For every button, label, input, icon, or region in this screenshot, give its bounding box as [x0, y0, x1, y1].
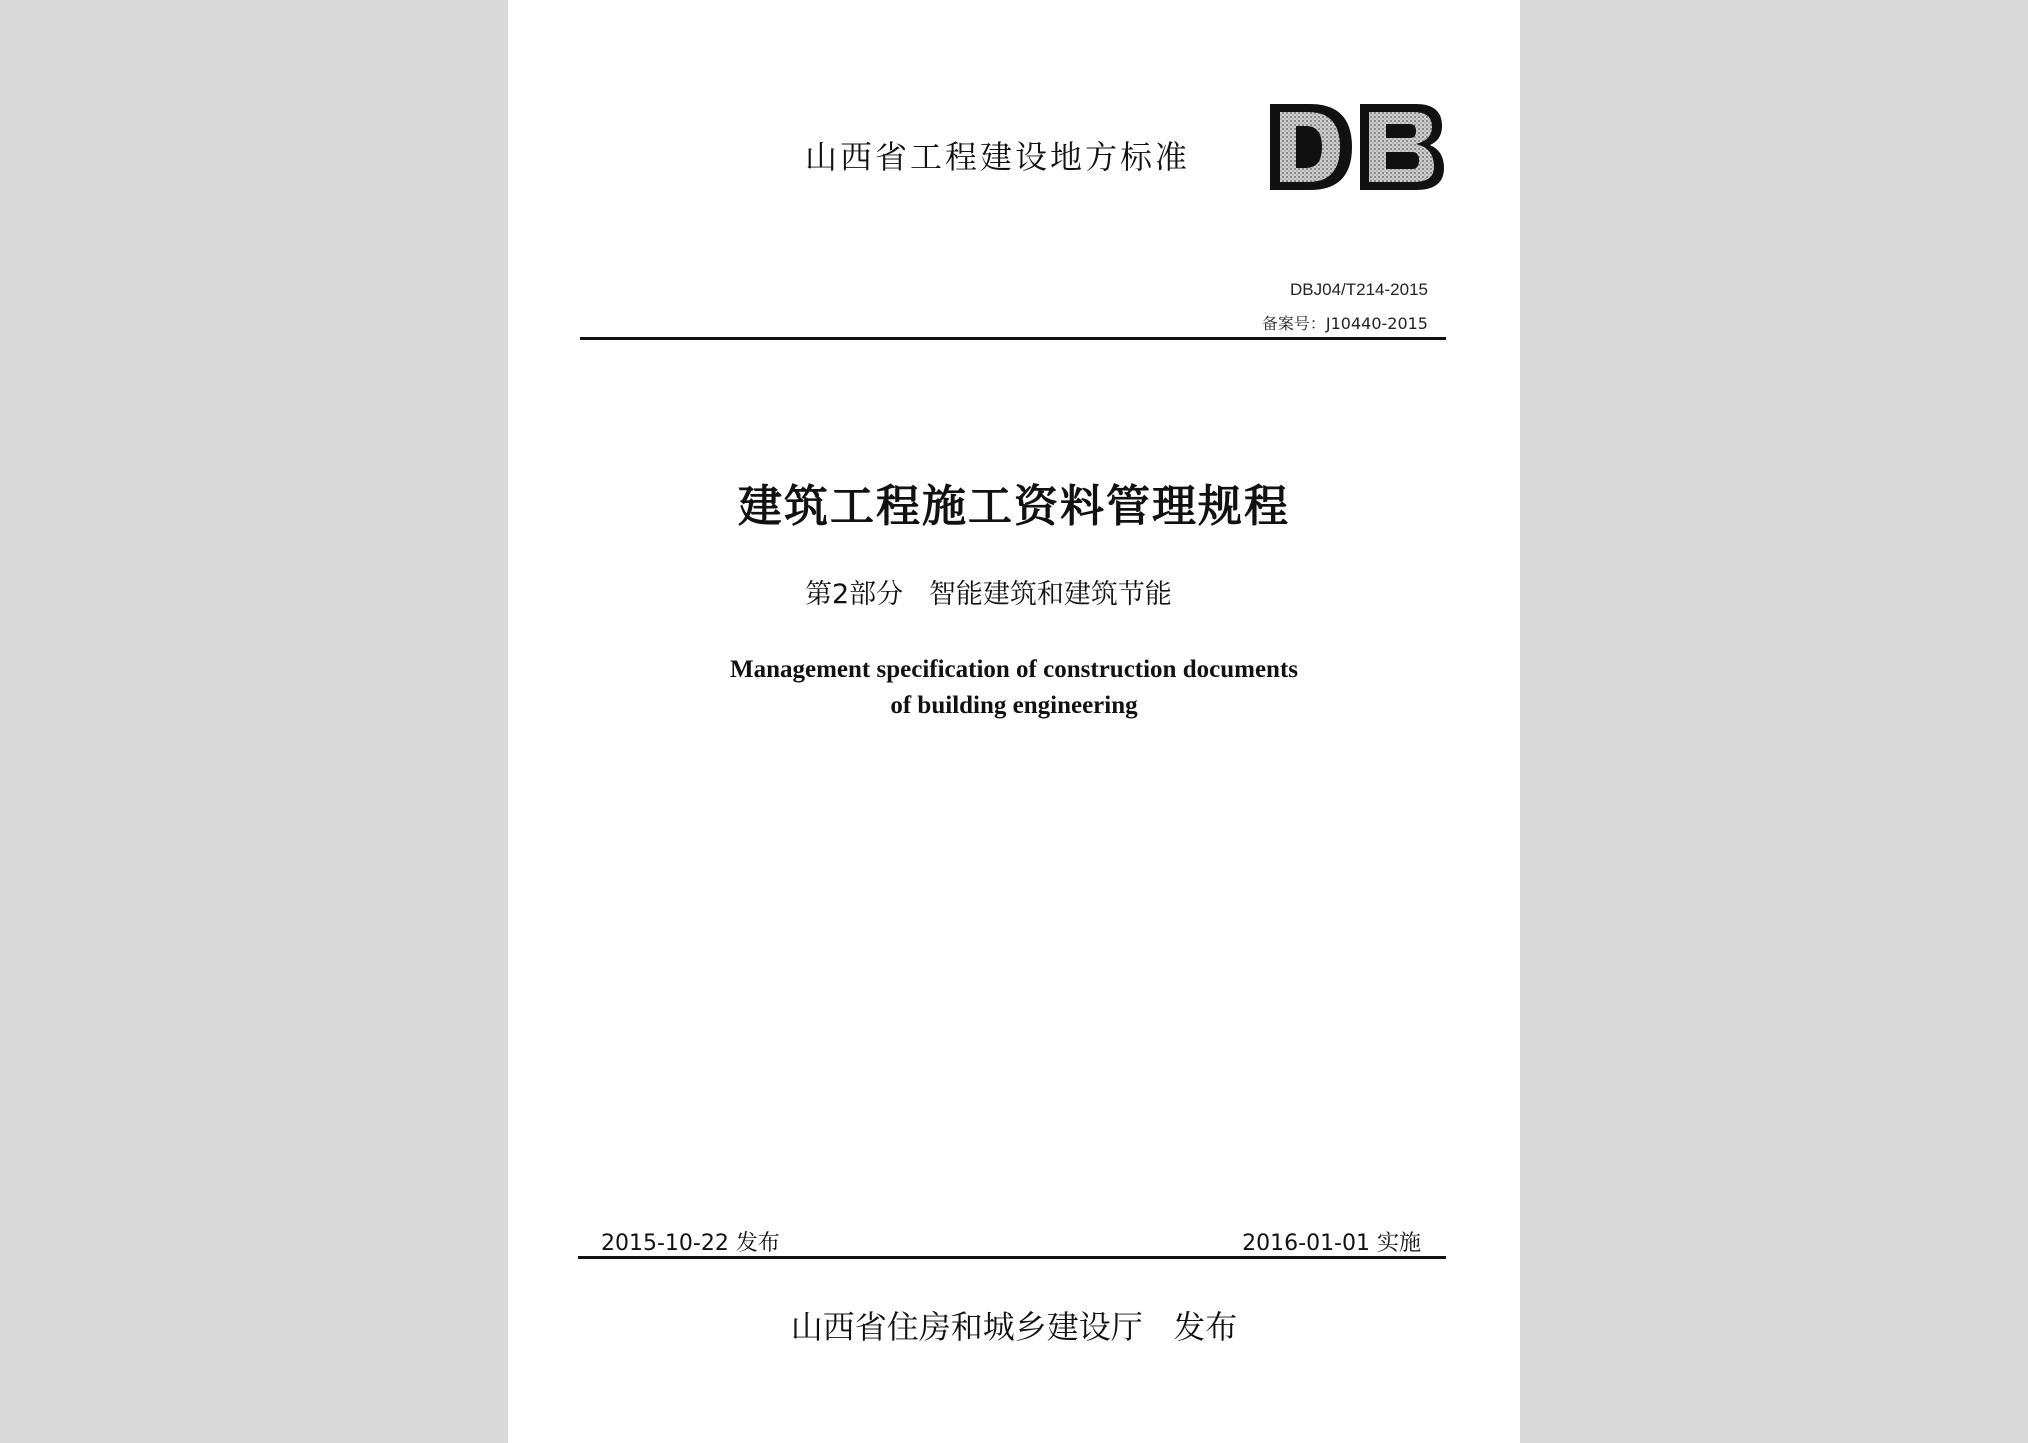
issue-date: 2015-10-22 发布: [601, 1231, 780, 1256]
publisher: 山西省住房和城乡建设厅 发布: [790, 1308, 1238, 1346]
top-divider: [580, 337, 1446, 340]
implementation-date: 2016-01-01 实施: [1242, 1231, 1421, 1256]
english-title: [508, 652, 1520, 724]
db-logo-text: DB: [1266, 100, 1268, 101]
standard-number: DBJ04/T214-2015: [1290, 280, 1428, 299]
subtitle: 第2部分 智能建筑和建筑节能: [805, 579, 1172, 610]
english-title-line-1: Management specification of construction documents: [730, 656, 1298, 683]
bottom-divider: [578, 1256, 1446, 1259]
document-page: [508, 0, 1520, 1443]
english-title-line-2: of building engineering: [890, 692, 1138, 719]
main-title: 建筑工程施工资料管理规程: [738, 481, 1290, 532]
standard-category: 山西省工程建设地方标准: [805, 138, 1191, 176]
db-logo: [1266, 100, 1446, 194]
record-number: 备案号：J10440-2015: [1261, 314, 1428, 333]
